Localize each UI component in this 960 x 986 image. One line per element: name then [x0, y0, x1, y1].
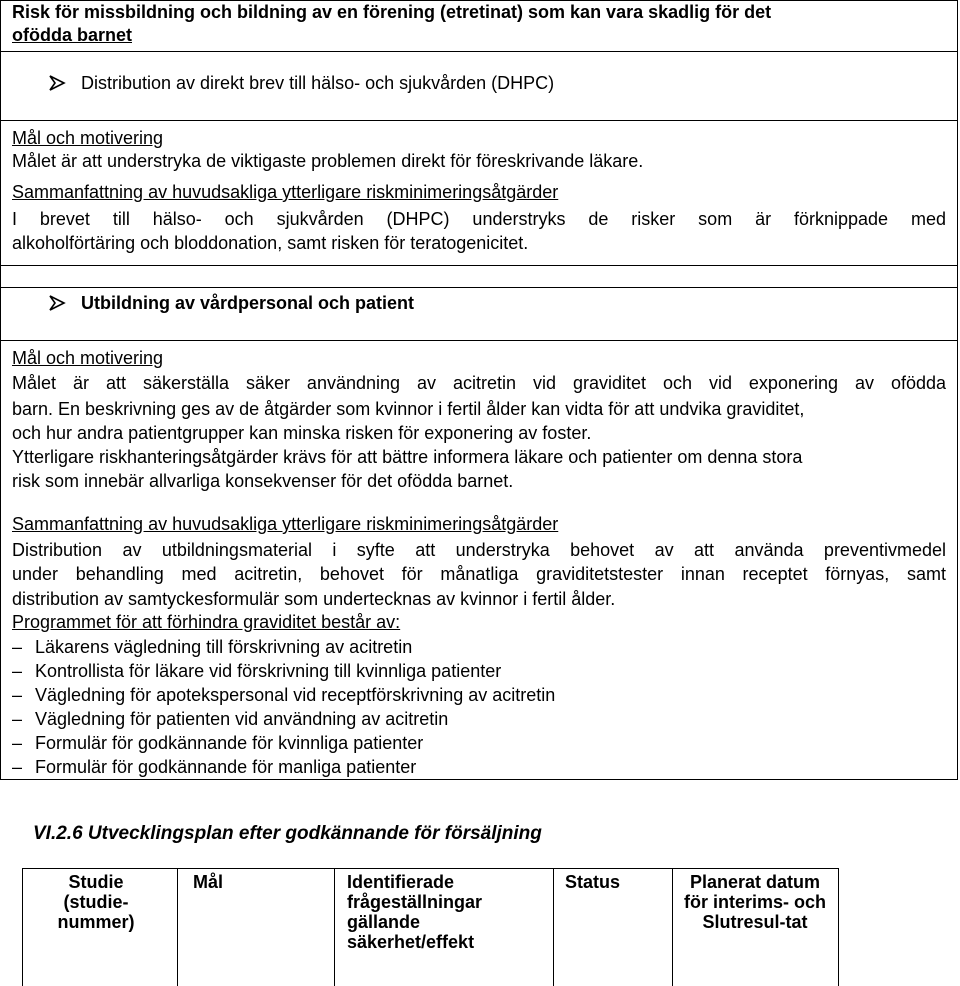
- goal-text-line: Målet är att säkerställa säker användning av acitretin vid graviditet och vid exponering av ofödda: [12, 373, 946, 393]
- program-list-item: [12, 636, 412, 658]
- summary-label: Sammanfattning av huvudsakliga ytterligare riskminimeringsåtgärder: [12, 182, 559, 202]
- program-item-text: Formulär för godkännande för kvinnliga patienter: [35, 733, 424, 753]
- table-column-border: [672, 868, 673, 986]
- column-header-status: Status: [565, 872, 621, 892]
- program-list-item: [12, 756, 416, 778]
- program-label: Programmet för att förhindra graviditet består av:: [12, 612, 401, 632]
- table-column-border: [553, 868, 554, 986]
- dash-bullet: –: [12, 661, 23, 681]
- goal-text-line: och hur andra patientgrupper kan minska risken för exponering av foster.: [12, 423, 592, 443]
- goal-text-line: barn. En beskrivning ges av de åtgärder som kvinnor i fertil ålder kan vidta för att undvika graviditet,: [12, 399, 805, 419]
- summary-text-line: Distribution av utbildningsmaterial i syfte att understryka behovet av att använda preventivmedel: [12, 540, 946, 560]
- row-divider: [0, 51, 958, 52]
- row-divider: [0, 287, 958, 288]
- summary-text-line: distribution av samtyckesformulär som undertecknas av kvinnor i fertil ålder.: [12, 589, 616, 609]
- goal-text: Målet är att understryka de viktigaste problemen direkt för föreskrivande läkare.: [12, 151, 644, 171]
- section-heading: VI.2.6 Utvecklingsplan efter godkännande för försäljning: [33, 823, 542, 844]
- summary-text-line: under behandling med acitretin, behovet för månatliga graviditetstester innan receptet förnyas, samt: [12, 564, 946, 584]
- row-divider: [0, 340, 958, 341]
- program-item-text: Kontrollista för läkare vid förskrivning till kvinnliga patienter: [35, 661, 502, 681]
- education-bullet-title: Utbildning av vårdpersonal och patient: [81, 293, 415, 313]
- summary-label: Sammanfattning av huvudsakliga ytterligare riskminimeringsåtgärder: [12, 514, 559, 534]
- program-item-text: Vägledning för patienten vid användning av acitretin: [35, 709, 449, 729]
- table-column-border: [22, 868, 23, 986]
- program-list-item: [12, 660, 501, 682]
- summary-text-line1: I brevet till hälso- och sjukvården (DHPC) understryks de risker som är förknippade med: [12, 209, 946, 229]
- goal-text-line: risk som innebär allvarliga konsekvenser för det ofödda barnet.: [12, 471, 514, 491]
- program-list-item: [12, 684, 555, 706]
- risk-heading-line2: ofödda barnet: [12, 25, 132, 45]
- table-top-border: [22, 868, 839, 869]
- table-right-border: [957, 0, 958, 780]
- program-item-text: Vägledning för apotekspersonal vid receptförskrivning av acitretin: [35, 685, 556, 705]
- summary-text-line2: alkoholförtäring och bloddonation, samt risken för teratogenicitet.: [12, 233, 529, 253]
- table-column-border: [334, 868, 335, 986]
- column-header-goal: Mål: [193, 872, 224, 892]
- goal-label: Mål och motivering: [12, 348, 164, 368]
- program-list-item: [12, 732, 423, 754]
- table-column-border: [177, 868, 178, 986]
- risk-heading-line1: Risk för missbildning och bildning av en förening (etretinat) som kan vara skadlig för det: [12, 2, 772, 22]
- dhpc-bullet-title: Distribution av direkt brev till hälso- och sjukvården (DHPC): [81, 73, 555, 93]
- arrow-bullet-icon: [48, 74, 66, 92]
- dash-bullet: –: [12, 757, 23, 777]
- dash-bullet: –: [12, 733, 23, 753]
- column-header-planned-date: Planerat datum för interims- och Slutresul-tat: [684, 872, 827, 932]
- table-column-border: [838, 868, 839, 986]
- program-item-text: Läkarens vägledning till förskrivning av acitretin: [35, 637, 413, 657]
- goal-text-line: Ytterligare riskhanteringsåtgärder krävs för att bättre informera läkare och patienter om denna stora: [12, 447, 803, 467]
- table-left-border: [0, 0, 1, 780]
- arrow-bullet-icon: [48, 294, 66, 312]
- table-bottom-border: [0, 779, 958, 780]
- goal-label: Mål och motivering: [12, 128, 164, 148]
- dash-bullet: –: [12, 637, 23, 657]
- column-header-study: Studie (studie-nummer): [57, 872, 135, 932]
- dash-bullet: –: [12, 709, 23, 729]
- row-divider: [0, 265, 958, 266]
- program-item-text: Formulär för godkännande för manliga patienter: [35, 757, 417, 777]
- dash-bullet: –: [12, 685, 23, 705]
- program-list-item: [12, 708, 448, 730]
- column-header-issues: Identifierade frågeställningar gällande säkerhet/effekt: [347, 872, 483, 952]
- row-divider: [0, 120, 958, 121]
